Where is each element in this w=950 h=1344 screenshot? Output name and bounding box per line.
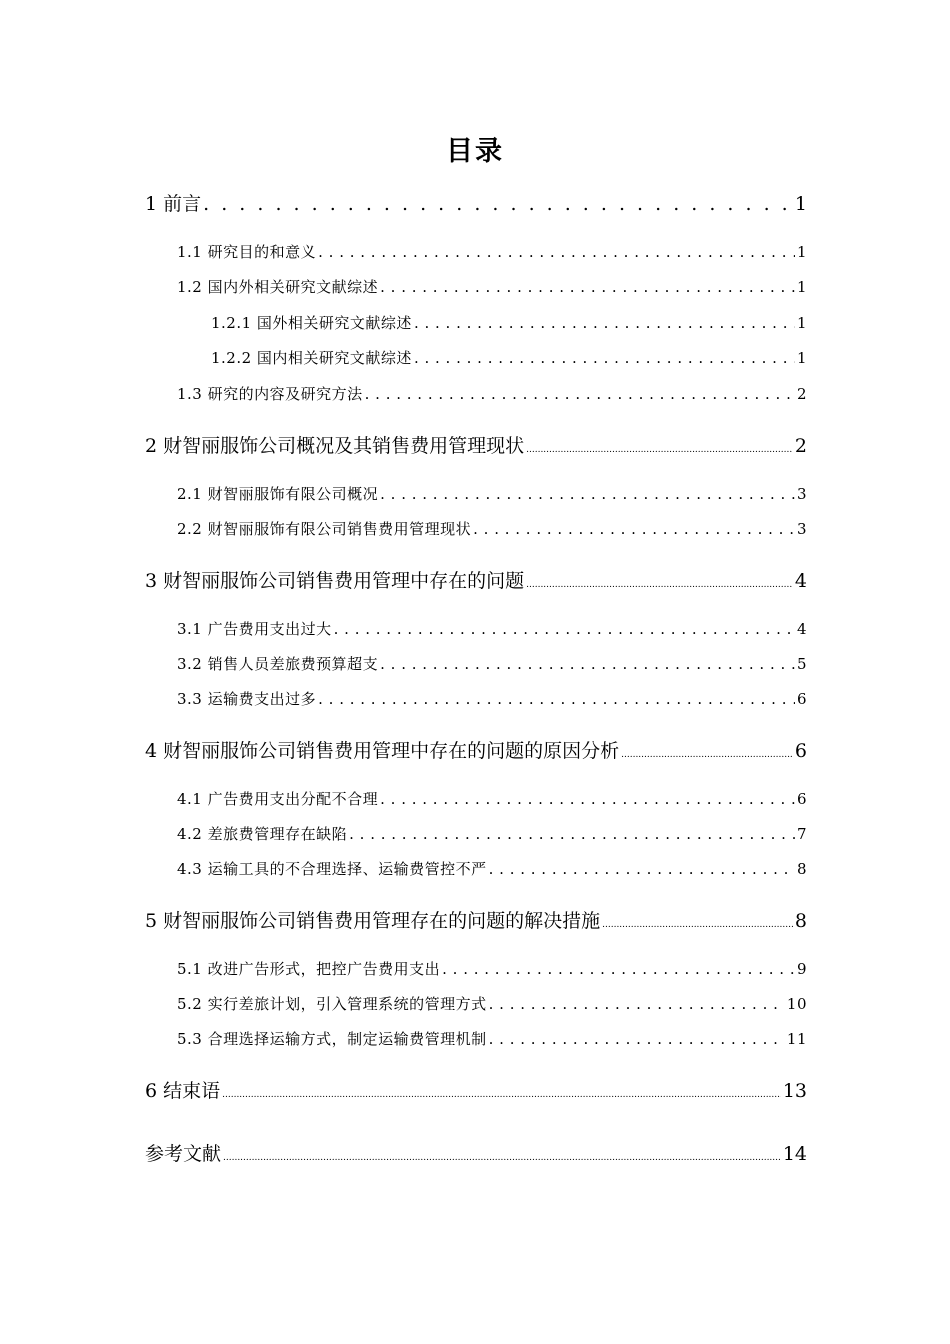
toc-entry-5[interactable] — [145, 906, 807, 933]
toc-leader-dots — [442, 960, 795, 978]
toc-leader-dots — [380, 790, 795, 808]
toc-page-number: 14 — [782, 1143, 807, 1165]
toc-leader-dots — [380, 485, 795, 503]
toc-entry-3[interactable] — [145, 566, 807, 593]
toc-leader-dots — [473, 520, 795, 538]
toc-entry-label: 2.1 财智丽服饰有限公司概况 — [177, 485, 379, 503]
toc-entry-label: 参考文献 — [145, 1143, 222, 1165]
toc-page-number: 13 — [782, 1080, 807, 1102]
toc-entry-2-2[interactable] — [177, 518, 807, 539]
toc-leader-dots — [203, 193, 793, 215]
toc-leader-dots — [414, 314, 795, 332]
toc-entry-label: 3.2 销售人员差旅费预算超支 — [177, 655, 379, 673]
toc-entry-label: 4.1 广告费用支出分配不合理 — [177, 790, 379, 808]
toc-entry-label: 5.2 实行差旅计划，引入管理系统的管理方式 — [177, 995, 487, 1013]
toc-page-number: 2 — [796, 385, 807, 403]
toc-page-number: 8 — [794, 910, 807, 932]
toc-entry-label: 1.2.1 国外相关研究文献综述 — [211, 314, 412, 332]
toc-entry-label: 2 财智丽服饰公司概况及其销售费用管理现状 — [145, 435, 525, 457]
toc-page-number: 3 — [796, 485, 807, 503]
toc-entry-label: 1.2 国内外相关研究文献综述 — [177, 278, 379, 296]
toc-page-number: 5 — [796, 655, 807, 673]
toc-entry-2[interactable] — [145, 431, 807, 458]
toc-entry-label: 1.2.2 国内相关研究文献综述 — [211, 349, 412, 367]
toc-entry-label: 4 财智丽服饰公司销售费用管理中存在的问题的原因分析 — [145, 740, 620, 762]
toc-entry-label: 1.1 研究目的和意义 — [177, 243, 317, 261]
toc-entry-1[interactable] — [145, 189, 807, 216]
toc-page-number: 4 — [794, 570, 807, 592]
toc-entry-references[interactable] — [145, 1139, 807, 1166]
toc-entry-1-1[interactable] — [177, 241, 807, 262]
toc-entry-4-2[interactable] — [177, 823, 807, 844]
toc-entry-1-2[interactable] — [177, 276, 807, 297]
toc-leader-dots — [489, 1030, 785, 1048]
toc-leader-dots — [222, 1080, 781, 1102]
toc-page-number: 9 — [796, 960, 807, 978]
toc-entry-label: 4.3 运输工具的不合理选择、运输费管控不严 — [177, 860, 487, 878]
toc-entry-3-3[interactable] — [177, 688, 807, 709]
toc-entry-label: 3 财智丽服饰公司销售费用管理中存在的问题 — [145, 570, 525, 592]
toc-entry-label: 1 前言 — [145, 193, 202, 215]
toc-entry-3-1[interactable] — [177, 618, 807, 639]
toc-page-number: 7 — [796, 825, 807, 843]
toc-entry-4[interactable] — [145, 736, 807, 763]
toc-entry-label: 3.3 运输费支出过多 — [177, 690, 317, 708]
toc-entry-4-3[interactable] — [177, 858, 807, 879]
toc-leader-dots — [526, 570, 793, 592]
toc-entry-5-1[interactable] — [177, 958, 807, 979]
toc-entry-label: 5.3 合理选择运输方式，制定运输费管理机制 — [177, 1030, 487, 1048]
toc-page-number: 4 — [796, 620, 807, 638]
toc-page-number: 1 — [796, 349, 807, 367]
toc-leader-dots — [380, 278, 795, 296]
toc-leader-dots — [414, 349, 795, 367]
toc-entry-label: 5.1 改进广告形式，把控广告费用支出 — [177, 960, 441, 978]
toc-page-number: 2 — [794, 435, 807, 457]
toc-entry-label: 5 财智丽服饰公司销售费用管理存在的问题的解决措施 — [145, 910, 601, 932]
toc-leader-dots — [318, 243, 795, 261]
toc-entry-2-1[interactable] — [177, 483, 807, 504]
toc-page-number: 1 — [796, 243, 807, 261]
toc-leader-dots — [223, 1143, 781, 1165]
toc-leader-dots — [365, 385, 795, 403]
toc-title: 目录 — [446, 136, 504, 167]
toc-entry-1-3[interactable] — [177, 383, 807, 404]
toc-leader-dots — [526, 435, 793, 457]
toc-entry-label: 3.1 广告费用支出过大 — [177, 620, 332, 638]
toc-leader-dots — [380, 655, 795, 673]
toc-leader-dots — [489, 995, 785, 1013]
toc-entry-6[interactable] — [145, 1076, 807, 1103]
toc-entry-1-2-1[interactable] — [211, 312, 807, 333]
toc-entry-5-2[interactable] — [177, 993, 807, 1014]
toc-page-number: 1 — [796, 314, 807, 332]
toc-page-number: 8 — [796, 860, 807, 878]
toc-leader-dots — [349, 825, 795, 843]
toc-page-number: 3 — [796, 520, 807, 538]
toc-entry-5-3[interactable] — [177, 1028, 807, 1049]
toc-leader-dots — [334, 620, 795, 638]
toc-page-number: 10 — [786, 995, 807, 1013]
toc-leader-dots — [621, 740, 793, 762]
toc-entry-4-1[interactable] — [177, 788, 807, 809]
toc-leader-dots — [602, 910, 793, 932]
toc-entry-label: 4.2 差旅费管理存在缺陷 — [177, 825, 348, 843]
toc-entry-3-2[interactable] — [177, 653, 807, 674]
toc-page-number: 11 — [786, 1030, 807, 1048]
toc-leader-dots — [489, 860, 795, 878]
toc-entry-1-2-2[interactable] — [211, 347, 807, 368]
toc-page-number: 1 — [794, 193, 807, 215]
toc-leader-dots — [318, 690, 795, 708]
toc-page-number: 1 — [796, 278, 807, 296]
toc-entry-label: 6 结束语 — [145, 1080, 221, 1102]
toc-page-number: 6 — [796, 790, 807, 808]
toc-entry-label: 2.2 财智丽服饰有限公司销售费用管理现状 — [177, 520, 472, 538]
toc-entry-label: 1.3 研究的内容及研究方法 — [177, 385, 363, 403]
toc-page-number: 6 — [794, 740, 807, 762]
toc-page-number: 6 — [796, 690, 807, 708]
